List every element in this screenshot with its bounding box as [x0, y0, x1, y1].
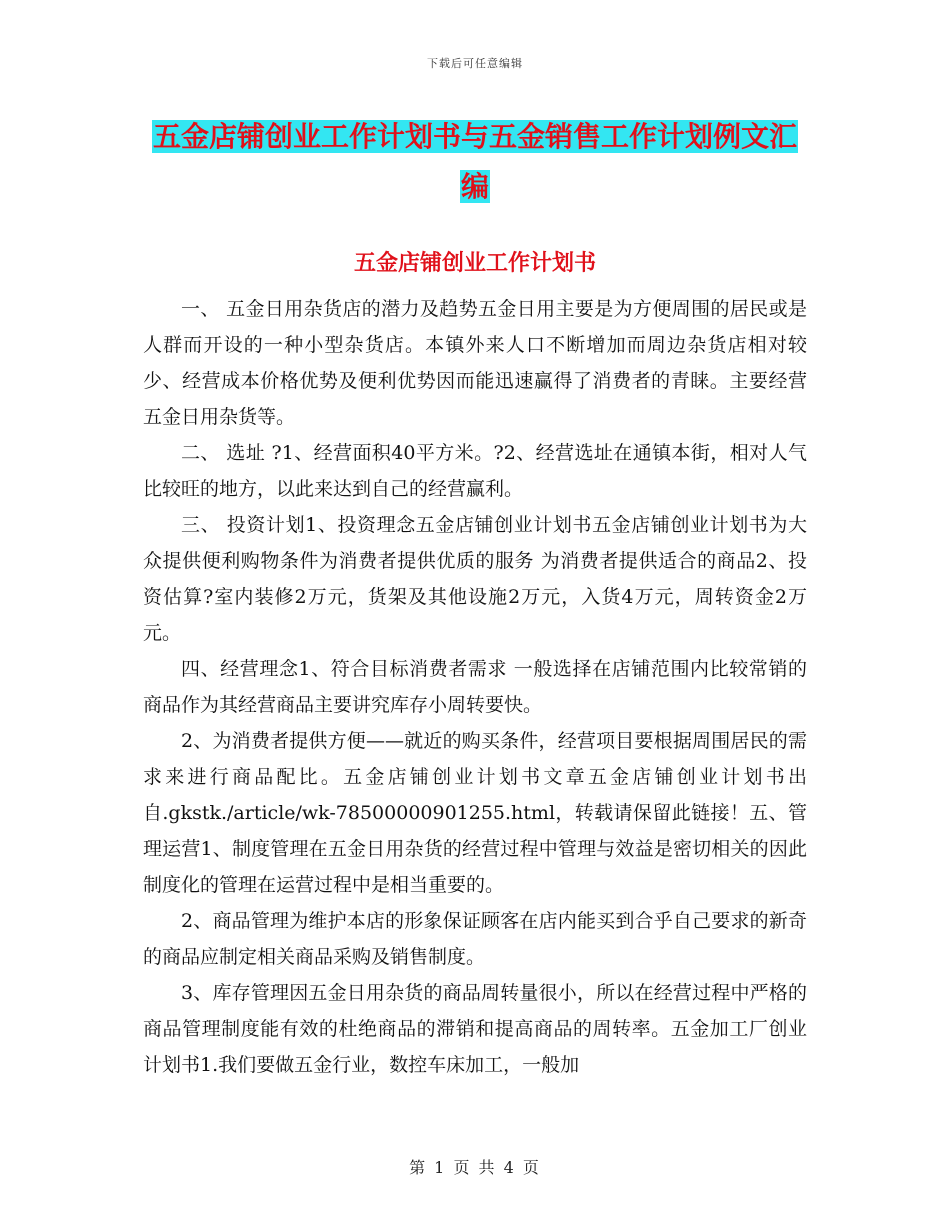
document-body — [143, 291, 807, 1083]
paragraph: 四、经营理念1、符合目标消费者需求 一般选择在店铺范围内比较常销的商品作为其经营商品主要讲究库存小周转要快。 — [143, 658, 807, 716]
page-number-footer: 第 1 页 共 4 页 — [409, 1158, 541, 1177]
paragraph: 三、 投资计划1、投资理念五金店铺创业计划书五金店铺创业计划书为大众提供便利购物条件为消费者提供优质的服务 为消费者提供适合的商品2、投资估算?室内装修2万元，货架及其他设施2万元，入货4万元，周转资金2万元。 — [143, 514, 807, 644]
paragraph: 2、商品管理为维护本店的形象保证顾客在店内能买到合乎自己要求的新奇的商品应制定相关商品采购及销售制度。 — [143, 910, 807, 968]
paragraph: 二、 选址 ?1、经营面积40平方米。?2、经营选址在通镇本街，相对人气比较旺的地方，以此来达到自己的经营赢利。 — [143, 442, 807, 500]
section-title: 五金店铺创业工作计划书 — [353, 251, 596, 276]
paragraph: 一、 五金日用杂货店的潜力及趋势五金日用主要是为方便周围的居民或是人群而开设的一种小型杂货店。本镇外来人口不断增加而周边杂货店相对较少、经营成本价格优势及便利优势因而能迅速赢得了消费者的青睐。主要经营五金日用杂货等。 — [143, 298, 807, 428]
paragraph: 2、为消费者提供方便——就近的购买条件，经营项目要根据周围居民的需求来进行商品配比。五金店铺创业计划书文章五金店铺创业计划书出自.gkstk./article/wk-78500000901255.html，转载请保留此链接！五、管理运营1、制度管理在五金日用杂货的经营过程中管理与效益是密切相关的因此制度化的管理在运营过程中是相当重要的。 — [143, 730, 807, 896]
paragraph: 3、库存管理因五金日用杂货的商品周转量很小，所以在经营过程中严格的商品管理制度能有效的杜绝商品的滞销和提高商品的周转率。五金加工厂创业计划书1.我们要做五金行业，数控车床加工，一般加 — [143, 982, 807, 1076]
page-header-note: 下载后可任意编辑 — [427, 57, 523, 70]
document-title-line-2: 编 — [460, 170, 489, 203]
document-title-line-1: 五金店铺创业工作计划书与五金销售工作计划例文汇 — [152, 120, 797, 153]
document-title — [140, 112, 810, 212]
